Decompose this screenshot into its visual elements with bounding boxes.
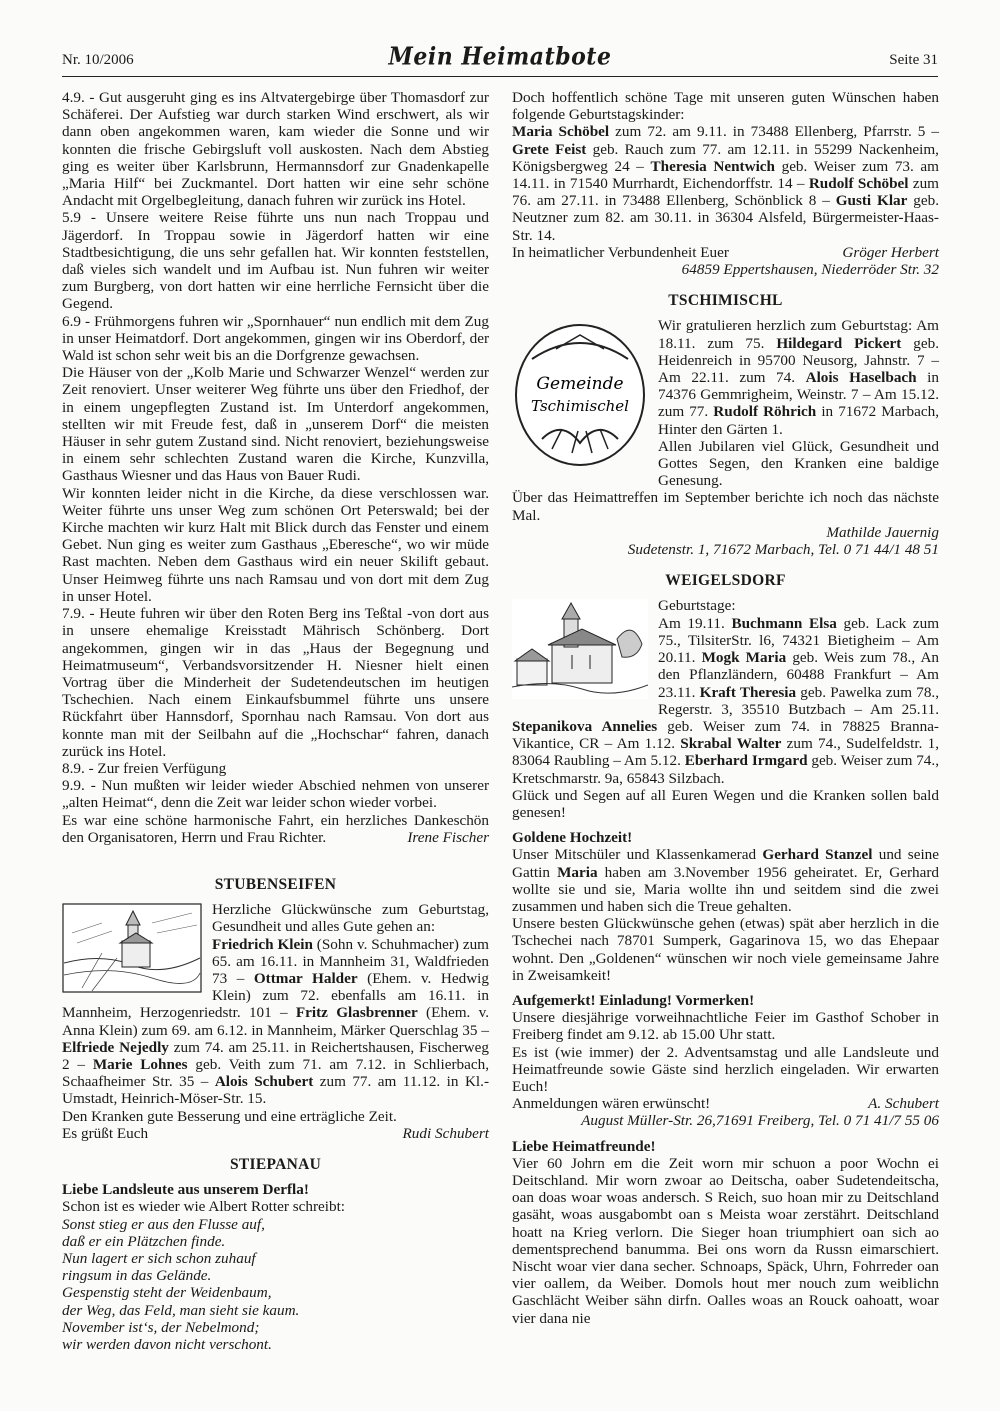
poem-line: November ist‘s, der Nebelmond; [62, 1318, 260, 1336]
poem-line: Nun lagert er sich schon zuhauf [62, 1250, 256, 1267]
paragraph: Glück und Segen auf all Euren Wegen und die Kranken sollen bald genesen! [512, 786, 939, 821]
section-heading-stiepanau: STIEPANAU [229, 1155, 322, 1173]
person-name: Friedrich Klein [212, 935, 313, 953]
person-name: Elfriede Nejedly [62, 1038, 169, 1056]
paragraph: Es ist (wie immer) der 2. Adventsamstag und alle Landsleute und Heimatfreunde sowie Gäste sind herzlich eingeladen. Wir erwarten Euch! [512, 1043, 939, 1095]
subheading: Goldene Hochzeit! [512, 829, 633, 847]
paragraph [62, 812, 489, 846]
signature-line: Es grüßt Euch Rudi Schubert [62, 1124, 489, 1142]
poem-line: Sonst stieg er aus den Flusse auf, [62, 1215, 265, 1233]
right-column [512, 89, 939, 1327]
paragraph: 5.9 - Unsere weitere Reise führte uns nun nach Troppau und Jägerdorf. In Troppau sowie in Jägerdorf hatten wir eine Stadtbesichtigung, die uns sehr gefallen hat. Wir konnten feststellen, daß vieles sich wandelt und im Aufbau ist. Nun fuhren wir weiter zum Burgberg, von dort hatten wir eine herrliche Fernsicht über die Gegend. [62, 209, 489, 313]
person-name: Maria Schöbel [512, 123, 610, 141]
paragraph: Wir gratulieren herzlich zum Geburtstag: Am 18.11. zum 75. Hildegard Pickert geb. Heidenreich in 95700 Neusorg, Jahnstr. 7 – Am 22.11. zum 74. Alois Haselbach in 74376 Gemmrigheim, Weinstr. 7 – Am 15.12. zum 77. Rudolf Röhrich in 71672 Marbach, Hinter den Gärten 1. [658, 317, 940, 438]
signature: Rudi Schubert [402, 1124, 489, 1142]
signature-line: Anmeldungen wären erwünscht! A. Schubert [512, 1095, 939, 1113]
village-church-illustration [512, 599, 648, 699]
person-name: Fritz Glasbrenner [295, 1004, 418, 1022]
municipal-seal [512, 319, 648, 469]
person-name: Rudolf Röhrich [713, 403, 817, 421]
paragraph: Maria Schöbel zum 72. am 9.11. in 73488 Ellenberg, Pfarrstr. 5 – Grete Feist geb. Rauch zum 77. am 12.11. in 55299 Nackenheim, Königsbergweg 24 – Theresia Nentwich geb. Weiser zum 73. am 14.11. in 71540 Murrhardt, Eichendorffstr. 14 – Rudolf Schöbel zum 76. am 27.11. in 73488 Ellenberg, Schönblick 8 – Gusti Klar geb. Neutzner zum 82. am 30.11. in 36304 Alsfeld, Bürgermeister-Haas-Str. 14. [512, 123, 939, 244]
seal-text: Gemeinde [536, 374, 624, 395]
section-heading-weigelsdorf: WEIGELSDORF [665, 572, 786, 590]
paragraph: Unsere besten Glückwünsche gehen (etwas) spät aber herzlich in die Tschechei nach 78701 Sumperk, Gagarinova 15, wo das Ehepaar wohnt. Den „Goldenen“ wünschen wir noch viele gemeinsame Jahre in Zweisamkeit! [512, 915, 939, 984]
person-name: Stepanikova Annelies [512, 717, 658, 735]
poem-line: wir werden davon nicht verschont. [62, 1336, 272, 1354]
issue-number: Nr. 10/2006 [62, 52, 134, 68]
signature: A. Schubert [868, 1095, 939, 1113]
paragraph: 9.9. - Nun mußten wir leider wieder Abschied nehmen von unserer „alten Heimat“, denn die Zeit war leider schon wieder vorbei. [62, 777, 489, 812]
person-name: Alois Schubert [214, 1073, 314, 1091]
paragraph: Vier 60 Johrn em die Zeit worn mir schuon a poor Wochn ei Deitschland. Mir worn zwoar ao Deitscha, oaber Sudetendeitscha, oan doas woar woas andersch. S Reich, suo hoan mir zu Deitschland gasäht, woas ausgabombt oan s Meista woar zerstährt. Deitschland hoatt na Krieg verlorn. Die Sieger hoan triumphiert oan sich ao dementsprechend banumma. Bei ons worn da Russn eimarschiert. Nischt woar vier dana secher. Schnoaps, Späck, Uhrn, Fohrreder oan vier oallem, da Weiber. Domols hout mer nouch zum weiblichn Gaschlächt Weiber sähn dirfn. Oalles woas an Rouck oahoatt, woar vier dana nie [512, 1154, 939, 1327]
person-name: Mogk Maria [701, 649, 787, 667]
address: Sudetenstr. 1, 71672 Marbach, Tel. 0 71 44/1 48 51 [627, 541, 939, 559]
person-name: Gusti Klar [835, 192, 908, 210]
person-name: Rudolf Schöbel [808, 175, 909, 193]
poem [62, 1216, 489, 1354]
person-name: Alois Haselbach [805, 369, 917, 387]
section-heading-tschimischl: TSCHIMISCHL [668, 292, 783, 310]
address: August Müller-Str. 26,71691 Freiberg, Tel. 0 71 41/7 55 06 [581, 1112, 939, 1130]
subheading: Liebe Landsleute aus unserem Derfla! [62, 1181, 309, 1199]
person-name: Kraft Theresia [699, 683, 797, 701]
poem-line: Gespenstig steht der Weidenbaum, [62, 1284, 272, 1302]
signature-line: In heimatlicher Verbundenheit Euer Gröger Herbert [512, 243, 939, 261]
person-name: Ottmar Halder [253, 969, 358, 987]
paragraph: 7.9. - Heute fuhren wir über den Roten Berg ins Teßtal -von dort aus in unsere ehemalige Kreisstadt Mährisch Schönberg. Dort angekommen, gingen wir in das „Haus der Begegnung und Heimatmuseum“, Verbandsvorsitzender H. Niesner hielt einen Vortrag über die Minderheit der Sudetendeutschen im heutigen Tschechien. Nach einem Einkaufsbummel führte uns unsere Rückfahrt über Hannsdorf, Spornhau nach Ramsau. Von dort aus konnte man mit der Seilbahn auf die „Hochschar“ fahren, danach zurück ins Hotel. [62, 605, 489, 760]
masthead-title: Mein Heimatbote [388, 42, 612, 72]
paragraph: Herzliche Glückwünsche zum Geburtstag, Gesundheit und alles Gute gehen an: Friedrich Klein (Sohn v. Schuhmacher) zum 65. am 16.11. in Mannheim 31, Waldfrieden 73 – Ottmar Halder (Ehem. v. Hedwig Klein) zum 72. ebenfalls am 16.11. in Mannheim, Herzogenriedstr. 101 – Fritz Glasbrenner (Ehem. v. Anna Klein) zum 69. am 6.12. in Mannheim, Märker Querschlag 35 – Elfriede Nejedly zum 74. am 25.11. in Reichertshausen, Fischerweg 2 – Marie Lohnes geb. Veith zum 71. am 7.12. in Schlierbach, Schaafheimer Str. 35 – Alois Schubert zum 77. am 11.12. in Kl.-Umstadt, Heinrich-Möser-Str. 15. [62, 901, 490, 1108]
page-number: Seite 31 [889, 52, 938, 68]
subheading: Liebe Heimatfreunde! [512, 1137, 656, 1155]
paragraph: 6.9 - Frühmorgens fuhren wir „Spornhauer“ nun endlich mit dem Zug in unser Heimatdorf. Dort angekommen, gingen wir ins Oberdorf, der Wald ist schon sehr weit bis an die Dorfgrenze gewachsen. [62, 312, 489, 365]
paragraph: Unser Mitschüler und Klassenkamerad Gerhard Stanzel und seine Gattin Maria haben am 3.November 1956 geheiratet. Er, Gerhard wollte sie und sie, Maria wollte ihn und seitdem sind die zwei zusammen und haben sich die Treue gehalten. [512, 846, 939, 915]
person-name: Grete Feist [512, 140, 587, 158]
paragraph: Doch hoffentlich schöne Tage mit unseren guten Wünschen haben folgende Geburtstagskinder: [512, 89, 939, 124]
person-name: Maria [557, 863, 598, 881]
left-column [62, 89, 489, 1353]
poem-line: der Weg, das Feld, man sieht sie kaum. [62, 1301, 300, 1319]
signature: Irene Fischer [407, 828, 489, 846]
paragraph: Allen Jubilaren viel Glück, Gesundheit und Gottes Segen, den Kranken eine baldige Genesung. [658, 437, 939, 490]
paragraph: Geburtstage: [658, 597, 736, 615]
paragraph: Schon ist es wieder wie Albert Rotter schreibt: [62, 1198, 346, 1216]
poem-line: daß er ein Plätzchen finde. [62, 1232, 226, 1250]
signature: Mathilde Jauernig [826, 523, 939, 541]
signature: Gröger Herbert [842, 243, 939, 261]
person-name: Eberhard Irmgard [684, 752, 808, 770]
header-rule [62, 76, 938, 77]
seal-text: Tschimischel [531, 397, 629, 416]
person-name: Hildegard Pickert [776, 334, 902, 352]
poem-line: ringsum in das Gelände. [62, 1267, 212, 1285]
paragraph: Wir konnten leider nicht in die Kirche, da diese verschlossen war. Weiter führte uns unser Weg zum schönen Ort Peterswald; bei der Kirche machten wir kurz Halt mit Blick durch das Fenster und einem Gebet. Nun ging es weiter zum Gasthaus „Eberesche“, wo wir müde Rast machten. Neben dem Gasthaus wird ein neuer Skilift gebaut. Unser Heimweg führte uns nach Ramsau und von dort mit dem Zug in unser Hotel. [62, 484, 489, 605]
paragraph: 8.9. - Zur freien Verfügung [62, 759, 227, 777]
person-name: Theresia Nentwich [650, 157, 775, 175]
paragraph: Am 19.11. Buchmann Elsa geb. Lack zum 75., TilsiterStr. l6, 74321 Bietigheim – Am 20.11. Mogk Maria geb. Weis zum 78., An den Pflanzländern, 60488 Frankfurt – Am 23.11. Kraft Theresia geb. Pawelka zum 78., Regerstr. 3, 35510 Butzbach – Am 25.11. Stepanikova Annelies geb. Weiser zum 74. in 78825 Branna-Vikantice, CR – Am 1.12. Skrabal Walter zum 74., Sudelfeldstr. 1, 83064 Raubling – Am 5.12. Eberhard Irmgard geb. Weiser zum 74., Kretschmarstr. 9a, 65843 Silzbach. [512, 614, 940, 787]
church-illustration [62, 903, 202, 993]
person-name: Marie Lohnes [92, 1055, 188, 1073]
subheading: Aufgemerkt! Einladung! Vormerken! [512, 991, 755, 1009]
paragraph: Über das Heimattreffen im September berichte ich noch das nächste Mal. [512, 489, 939, 524]
address: 64859 Eppertshausen, Niederröder Str. 32 [681, 261, 939, 279]
closing-text: Es war eine schöne harmonische Fahrt, ein herzliches Dankeschön den Organisatoren, Herrn und Frau Richter. [62, 811, 489, 846]
person-name: Gerhard Stanzel [762, 846, 873, 864]
person-name: Buchmann Elsa [731, 614, 837, 632]
paragraph: 4.9. - Gut ausgeruht ging es ins Altvatergebirge über Thomasdorf zur Schäferei. Der Aufstieg war durch starken Wind erschwert, als wir dann oben angekommen waren, kam wieder die Sonne und wir konnten die frische Gebirgsluft voll auskosten. Nach dem Abstieg ging es weiter über Karlsbrunn, Hermannsdorf zur Gnadenkapelle „Maria Hilf“ bei Zuckmantel. Dort hatten wir eine sehr schöne Andacht mit Orgelbegleitung, danach fuhren wir zurück ins Hotel. [62, 89, 489, 210]
paragraph: Die Häuser von der „Kolb Marie und Schwarzer Wenzel“ werden zur Zeit renoviert. Unser weiterer Weg führte uns über den Friedhof, der in einem ungepflegten Zustand ist. Im Unterdorf angekommen, stellten wir mit Freude fest, daß in „unserem Dorf“ die meisten Häuser in sehr gutem Zustand sind. Nicht renoviert, beziehungsweise in einem sehr schlechten Zustand waren die Kirche, Kunzvilla, Gasthaus Wiesner und das Haus von Bauer Rudi. [62, 364, 489, 485]
section-heading-stubenseifen: STUBENSEIFEN [214, 875, 337, 893]
page-header [62, 44, 938, 74]
paragraph: Unsere diesjährige vorweihnachtliche Feier im Gasthof Schober in Freiberg findet am 9.12. ab 15.00 Uhr statt. [512, 1009, 939, 1044]
paragraph: Den Kranken gute Besserung und eine erträgliche Zeit. [62, 1107, 397, 1125]
person-name: Skrabal Walter [680, 735, 782, 753]
